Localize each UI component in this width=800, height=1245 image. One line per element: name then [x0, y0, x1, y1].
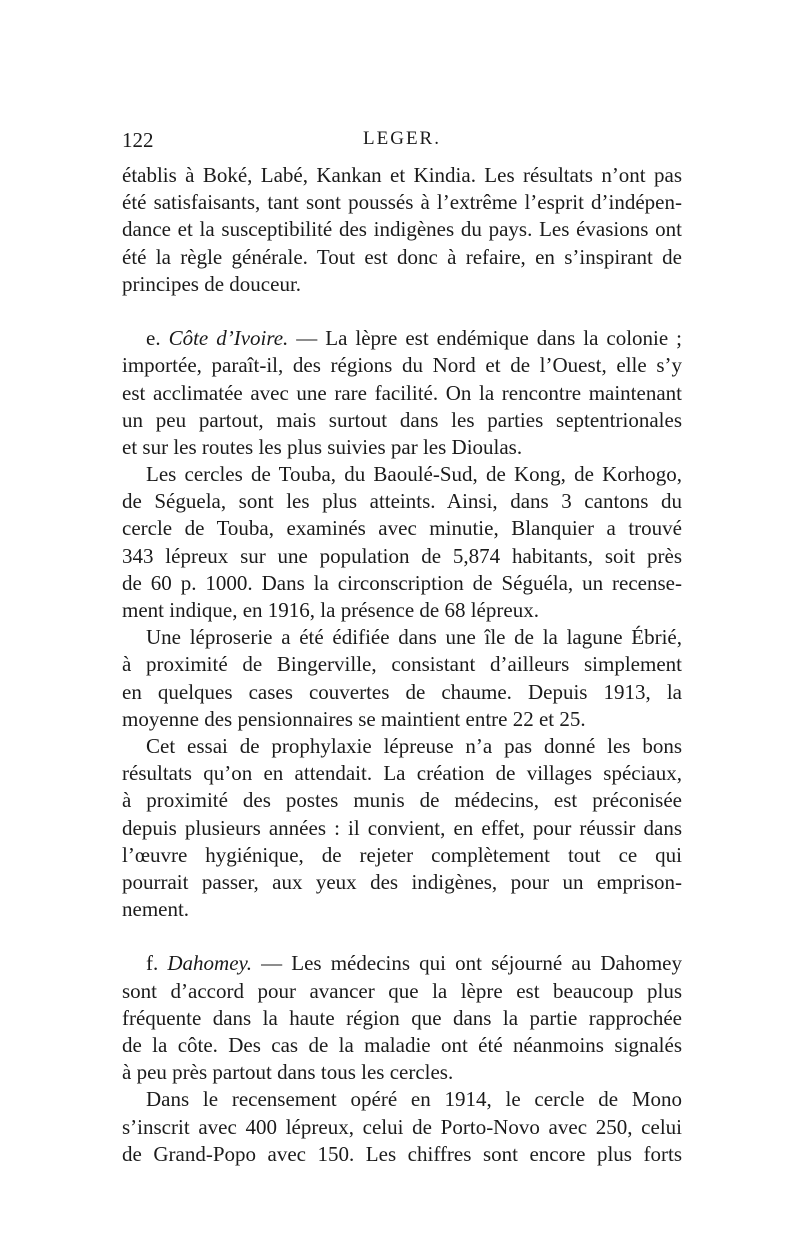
text-line: et sur les routes les plus suivies par les Dioulas. [122, 434, 523, 459]
text-line: été la règle générale. Tout est donc à refaire, en s’inspirant de [122, 244, 682, 269]
text-line: de 60 p. 1000. Dans la circonscription de Séguéla, un recense- [122, 570, 682, 595]
body-text [122, 162, 682, 1168]
text-line: l’œuvre hygiénique, de rejeter complètement tout ce qui [122, 842, 682, 867]
section-letter: f. [146, 951, 159, 976]
text-line: à proximité des postes munis de médecins, est préconisée [122, 788, 682, 813]
page-header [122, 128, 682, 158]
text-line: en quelques cases couvertes de chaume. Depuis 1913, la [122, 679, 682, 704]
section-title: Côte d’Ivoire. [168, 326, 289, 351]
text-line: fréquente dans la haute région que dans la partie rapprochée [122, 1005, 682, 1030]
text-line: été satisfaisants, tant sont poussés à l’extrême l’esprit d’indépen- [122, 190, 682, 215]
section-letter: e. [146, 326, 161, 351]
text-line: nement. [122, 897, 190, 922]
text-line: Les cercles de Touba, du Baoulé-Sud, de Kong, de Korhogo, [146, 462, 682, 487]
text-line: depuis plusieurs années : il convient, en effet, pour réussir dans [122, 815, 682, 840]
text-line-rest: — Les médecins qui ont séjourné au Dahomey [251, 951, 682, 976]
text-line: est acclimatée avec une rare facilité. On la rencontre maintenant [122, 380, 682, 405]
text-line: sont d’accord pour avancer que la lèpre est beaucoup plus [122, 978, 682, 1003]
text-line: de Grand-Popo avec 150. Les chiffres sont encore plus forts [122, 1141, 682, 1166]
text-line: Dans le recensement opéré en 1914, le cercle de Mono [146, 1087, 682, 1112]
paragraph [122, 461, 682, 624]
text-line: importée, paraît-il, des régions du Nord et de l’Ouest, elle s’y [122, 353, 682, 378]
running-title: LEGER. [363, 128, 441, 149]
text-line: à peu près partout dans tous les cercles. [122, 1060, 454, 1085]
section-title: Dahomey. [167, 951, 252, 976]
page-number: 122 [122, 128, 154, 152]
section-gap [122, 923, 682, 950]
text-line: pourrait passer, aux yeux des indigènes, pour un emprison- [122, 869, 682, 894]
text-line: résultats qu’on en attendait. La création de villages spéciaux, [122, 761, 682, 786]
text-line: dance et la susceptibilité des indigènes du pays. Les évasions ont [122, 217, 682, 242]
text-line: établis à Boké, Labé, Kankan et Kindia. Les résultats n’ont pas [122, 163, 682, 187]
text-line: 343 lépreux sur une population de 5,874 habitants, soit près [122, 543, 682, 568]
paragraph-cote-divoire [122, 325, 682, 461]
text-line: de Séguela, sont les plus atteints. Ainsi, dans 3 cantons du [122, 489, 682, 514]
paragraph-dahomey [122, 950, 682, 1086]
text-line [122, 950, 682, 977]
text-line: cercle de Touba, examinés avec minutie, Blanquier a trouvé [122, 516, 682, 541]
paragraph [122, 162, 682, 298]
text-line: s’inscrit avec 400 lépreux, celui de Porto-Novo avec 250, celui [122, 1114, 682, 1139]
paragraph [122, 1086, 682, 1168]
text-line: à proximité de Bingerville, consistant d’ailleurs simplement [122, 652, 682, 677]
paragraph [122, 733, 682, 923]
text-line-rest: — La lèpre est endémique dans la colonie ; [288, 326, 682, 351]
section-gap [122, 298, 682, 325]
text-line: Cet essai de prophylaxie lépreuse n’a pas donné les bons [146, 733, 682, 758]
text-line: Une léproserie a été édifiée dans une île de la lagune Ébrié, [146, 625, 682, 650]
paragraph [122, 624, 682, 733]
text-line: moyenne des pensionnaires se maintient entre 22 et 25. [122, 706, 586, 731]
text-line: ment indique, en 1916, la présence de 68 lépreux. [122, 598, 539, 622]
text-line [122, 325, 682, 352]
text-line: principes de douceur. [122, 271, 302, 296]
text-line: de la côte. Des cas de la maladie ont été néanmoins signalés [122, 1033, 682, 1057]
text-line: un peu partout, mais surtout dans les parties septentrionales [122, 407, 682, 432]
